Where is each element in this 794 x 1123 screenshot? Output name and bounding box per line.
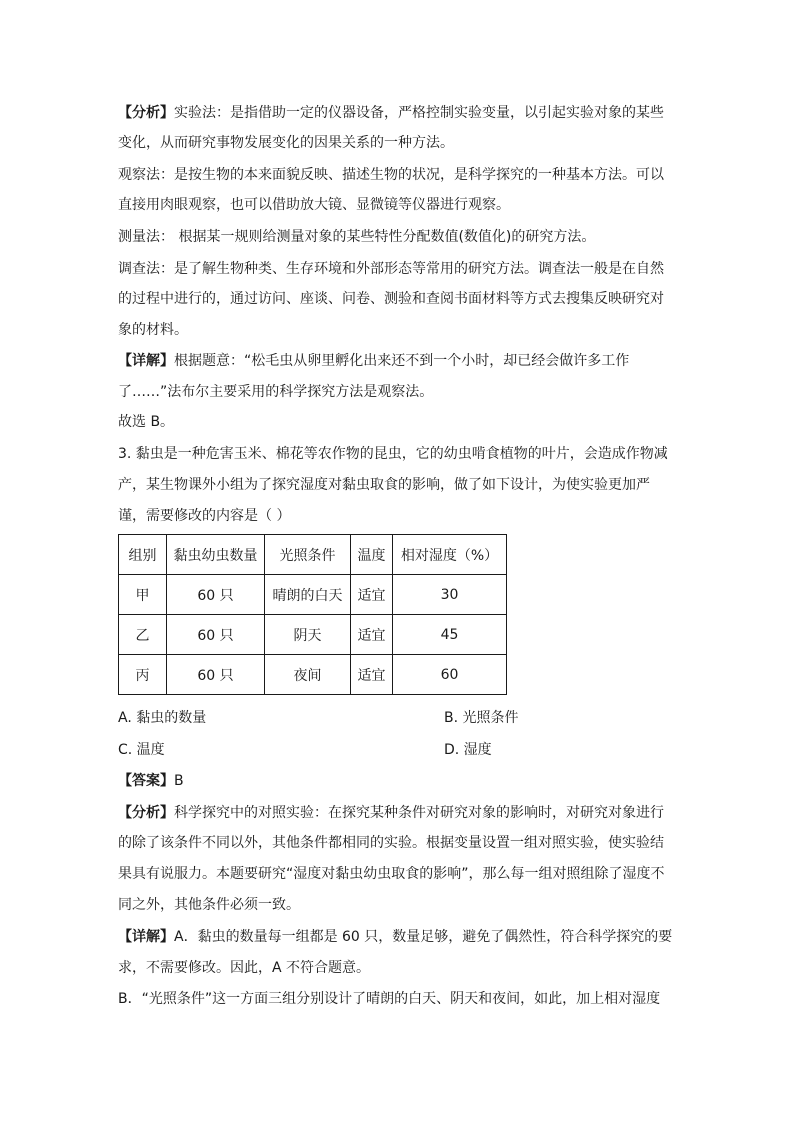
table-cell: 夜间 (265, 655, 351, 695)
question-line (118, 444, 668, 464)
answer-line (118, 771, 184, 791)
table-row (119, 575, 507, 615)
line-text: B．“光照条件”这一方面三组分别设计了晴朗的白天、阴天和夜间，如此，加上相对湿度 (118, 991, 661, 1007)
line-text: 谨，需要修改的内容是（ ） (118, 508, 291, 524)
section-tag: 【分析】 (118, 805, 174, 821)
text-line (118, 133, 454, 153)
text-line (118, 103, 664, 123)
table-cell: 60 只 (167, 655, 265, 695)
question-line (118, 475, 650, 495)
line-text: 的除了该条件不同以外，其他条件都相同的实验。根据变量设置一组对照实验，使实验结 (118, 835, 664, 851)
table-cell: 乙 (119, 615, 167, 655)
table-cell: 适宜 (351, 615, 393, 655)
line-text: 了……”法布尔主要采用的科学探究方法是观察法。 (118, 384, 434, 400)
text-line (118, 864, 665, 884)
table-cell: 阴天 (265, 615, 351, 655)
table-cell: 60 只 (167, 615, 265, 655)
table-header-cell: 温度 (351, 535, 393, 575)
table-cell: 30 (393, 575, 507, 615)
table-row (119, 615, 507, 655)
experiment-table (118, 534, 507, 695)
table-cell: 适宜 (351, 575, 393, 615)
section-tag: 【详解】 (118, 353, 174, 369)
table-header-cell: 黏虫幼虫数量 (167, 535, 265, 575)
table-cell: 60 (393, 655, 507, 695)
option-c: C. 温度 (118, 742, 165, 758)
line-text: 实验法：是指借助一定的仪器设备，严格控制实验变量，以引起实验对象的某些 (174, 105, 664, 121)
option-d: D. 湿度 (444, 742, 492, 758)
line-text: 的过程中进行的，通过访问、座谈、问卷、测验和查阅书面材料等方式去搜集反映研究对 (118, 291, 664, 307)
line-text: 直接用肉眼观察，也可以借助放大镜、显微镜等仪器进行观察。 (118, 197, 510, 213)
line-text: 象的材料。 (118, 322, 188, 338)
line-text: 调查法：是了解生物种类、生存环境和外部形态等常用的研究方法。调查法一般是在自然 (118, 261, 664, 277)
line-text: B (174, 773, 184, 789)
table-header-row (119, 535, 507, 575)
line-text: 故选 B。 (118, 414, 175, 430)
table-cell: 丙 (119, 655, 167, 695)
line-text: 变化，从而研究事物发展变化的因果关系的一种方法。 (118, 135, 454, 151)
text-line (118, 412, 174, 432)
text-line (118, 803, 664, 823)
text-line (118, 833, 664, 853)
line-text: A．黏虫的数量每一组都是 60 只，数量足够，避免了偶然性，符合科学探究的要 (174, 929, 673, 945)
table-cell: 60 只 (167, 575, 265, 615)
option-b: B. 光照条件 (444, 710, 519, 726)
table-header-cell: 相对湿度（%） (393, 535, 507, 575)
table-header-cell: 组别 (119, 535, 167, 575)
line-text: 观察法：是按生物的本来面貌反映、描述生物的状况，是科学探究的一种基本方法。可以 (118, 167, 664, 183)
table-cell: 晴朗的白天 (265, 575, 351, 615)
line-text: 同之外，其他条件必须一致。 (118, 897, 300, 913)
text-line (118, 289, 664, 309)
line-text: 求，不需要修改。因此，A 不符合题意。 (118, 960, 371, 976)
text-line (118, 927, 672, 947)
table-cell: 甲 (119, 575, 167, 615)
line-text: 科学探究中的对照实验：在探究某种条件对研究对象的影响时，对研究对象进行 (174, 805, 664, 821)
text-line (118, 259, 664, 279)
table-header-cell: 光照条件 (265, 535, 351, 575)
text-line (118, 989, 660, 1009)
text-line (118, 382, 433, 402)
text-line (118, 351, 629, 371)
text-line (118, 165, 664, 185)
text-line (118, 320, 188, 340)
question-line (118, 506, 290, 526)
text-line (118, 227, 595, 247)
option-a: A. 黏虫的数量 (118, 710, 207, 726)
line-text: 测量法： 根据某一规则给测量对象的某些特性分配数值(数值化)的研究方法。 (118, 229, 596, 245)
section-tag: 【答案】 (118, 773, 174, 789)
table-row (119, 655, 507, 695)
line-text: 根据题意：“松毛虫从卵里孵化出来还不到一个小时，却已经会做许多工作 (174, 353, 630, 369)
line-text: 产，某生物课外小组为了探究湿度对黏虫取食的影响，做了如下设计，为使实验更加严 (118, 477, 650, 493)
table-cell: 45 (393, 615, 507, 655)
text-line (118, 958, 370, 978)
text-line (118, 895, 300, 915)
table-cell: 适宜 (351, 655, 393, 695)
section-tag: 【详解】 (118, 929, 174, 945)
text-line (118, 195, 510, 215)
line-text: 果具有说服力。本题要研究“湿度对黏虫幼虫取食的影响”，那么每一组对照组除了湿度不 (118, 866, 665, 882)
line-text: 3. 黏虫是一种危害玉米、棉花等农作物的昆虫，它的幼虫啃食植物的叶片，会造成作物减 (118, 446, 668, 462)
section-tag: 【分析】 (118, 105, 174, 121)
